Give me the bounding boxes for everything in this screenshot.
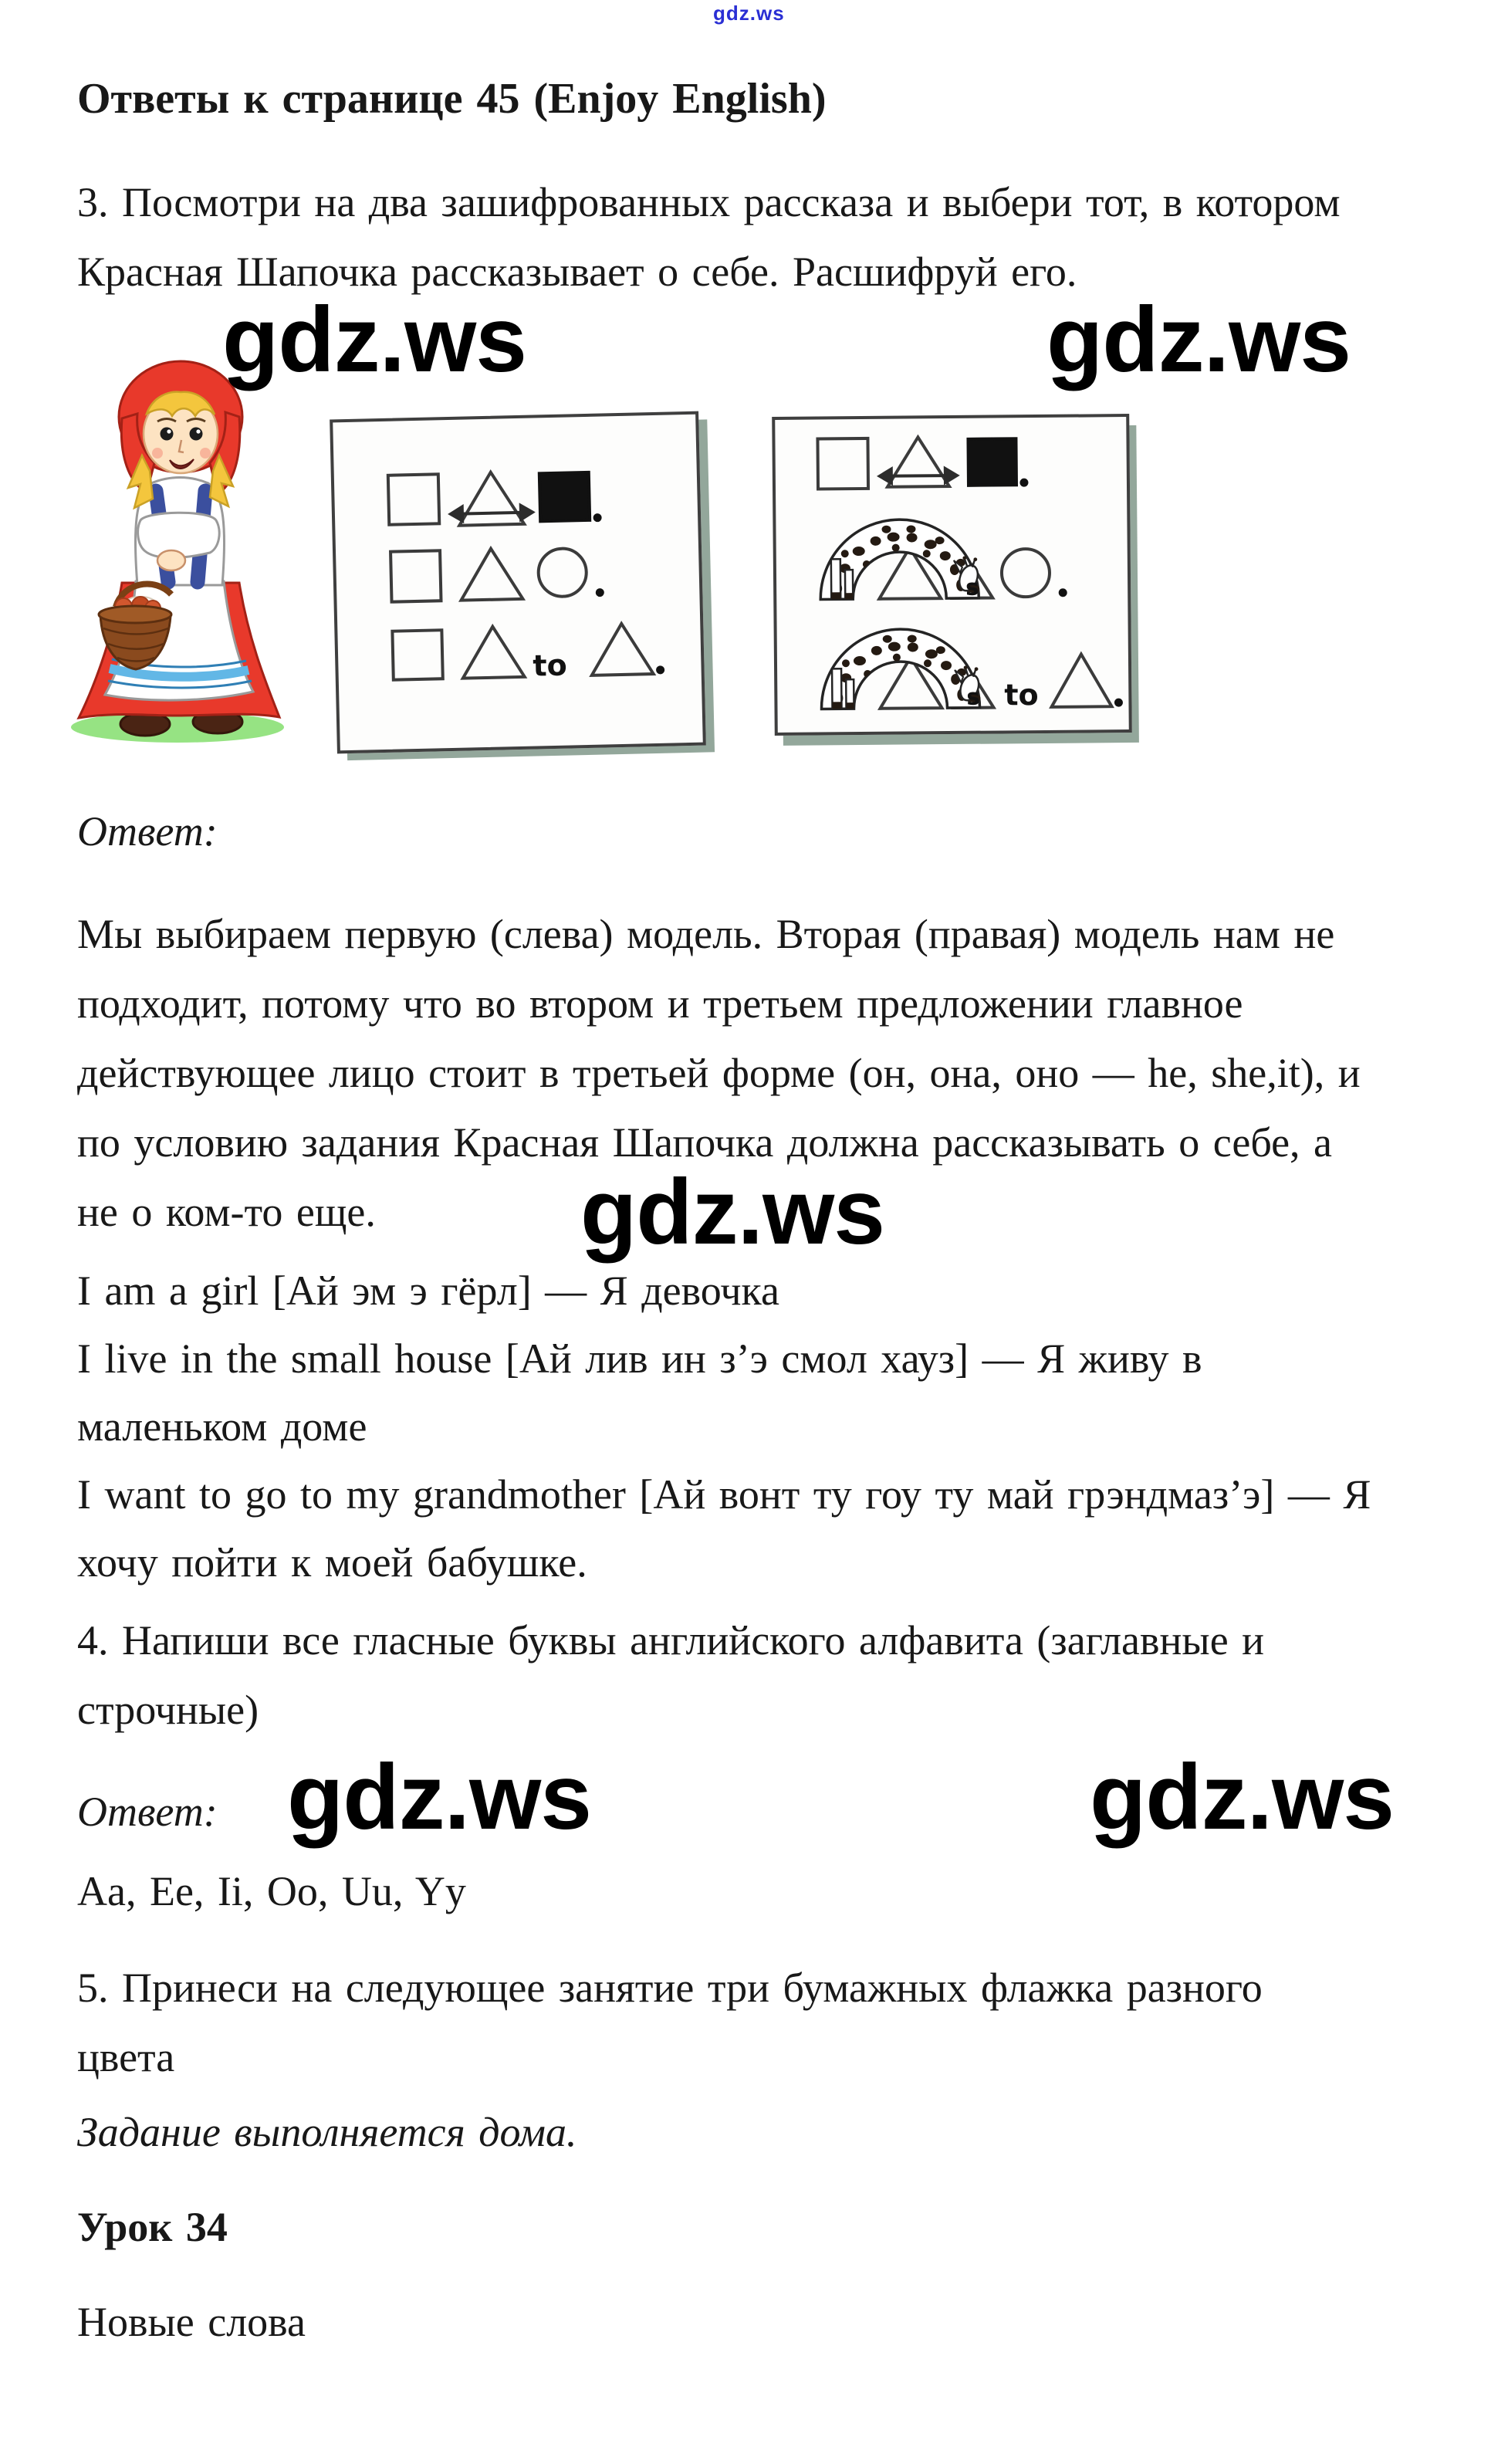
task4-text xyxy=(77,1606,1264,1745)
red-riding-hood-illustration xyxy=(54,332,301,745)
word-to: to xyxy=(532,648,568,683)
task5-text xyxy=(77,1953,1263,2092)
watermark-middle: gdz.ws xyxy=(580,1160,885,1264)
answer3-label: Ответ: xyxy=(77,808,218,855)
explanation-line: по условию задания Красная Шапочка должна рассказывать о себе, а xyxy=(77,1119,1333,1166)
task4-line2: строчные) xyxy=(77,1687,259,1733)
answer4-label: Ответ: xyxy=(77,1789,218,1835)
explanation-line: подходит, потому что во втором и третьем предложении главное xyxy=(77,980,1243,1027)
task3-line2: Красная Шапочка рассказывает о себе. Расшифруй его. xyxy=(77,249,1077,295)
watermark-figure-left: gdz.ws xyxy=(222,288,527,391)
translation-line: I live in the small house [Ай лив ин з’э смол хауз] — Я живу в xyxy=(77,1335,1202,1382)
explanation-line: не о ком-то еще. xyxy=(77,1189,376,1235)
explanation-line: действующее лицо стоит в третьей форме (он, она, оно — he, she,it), и xyxy=(77,1050,1361,1096)
puzzle-card-left xyxy=(330,411,706,754)
arrow-icon xyxy=(880,469,957,483)
page-title: Ответы к странице 45 (Enjoy English) xyxy=(77,75,827,123)
letter-s: s xyxy=(965,574,979,601)
watermark-top: gdz.ws xyxy=(713,2,785,25)
answer3-translations xyxy=(77,1257,1371,1596)
watermark-answer4-right: gdz.ws xyxy=(1090,1745,1395,1849)
homework-note: Задание выполняется дома. xyxy=(77,2109,577,2155)
translation-line: I am a girl [Ай эм э гёрл] — Я девочка xyxy=(77,1268,779,1314)
explanation-line: Мы выбираем первую (слева) модель. Вторая (правая) модель нам не xyxy=(77,911,1335,957)
puzzle-card-right-symbols xyxy=(775,417,1129,733)
puzzle-card-right xyxy=(772,414,1132,736)
word-to: to xyxy=(1004,678,1039,712)
watermark-answer4-left: gdz.ws xyxy=(287,1745,592,1849)
lesson34-subtitle: Новые слова xyxy=(77,2299,306,2345)
puzzle-card-left-symbols xyxy=(333,415,703,751)
task5-line1: 5. Принеси на следующее занятие три бумажных флажка разного xyxy=(77,1965,1263,2011)
translation-line: хочу пойти к моей бабушке. xyxy=(77,1539,587,1586)
translation-line: I want to go to my grandmother [Ай вонт ту гоу ту май грэндмаз’э] — Я xyxy=(77,1471,1371,1518)
lesson34-title: Урок 34 xyxy=(77,2204,228,2250)
letter-s: s xyxy=(966,683,980,710)
task3-line1: 3. Посмотри на два зашифрованных рассказа и выбери тот, в котором xyxy=(77,179,1341,225)
translation-line: маленьком доме xyxy=(77,1403,367,1450)
arrow-icon xyxy=(451,506,533,521)
watermark-figure-right: gdz.ws xyxy=(1046,288,1351,391)
task5-line2: цвета xyxy=(77,2034,175,2080)
answer4-vowels: Aa, Ee, Ii, Oo, Uu, Yy xyxy=(77,1868,466,1914)
task3-figure xyxy=(0,0,1508,811)
task4-line1: 4. Напиши все гласные буквы английского алфавита (заглавные и xyxy=(77,1617,1265,1664)
